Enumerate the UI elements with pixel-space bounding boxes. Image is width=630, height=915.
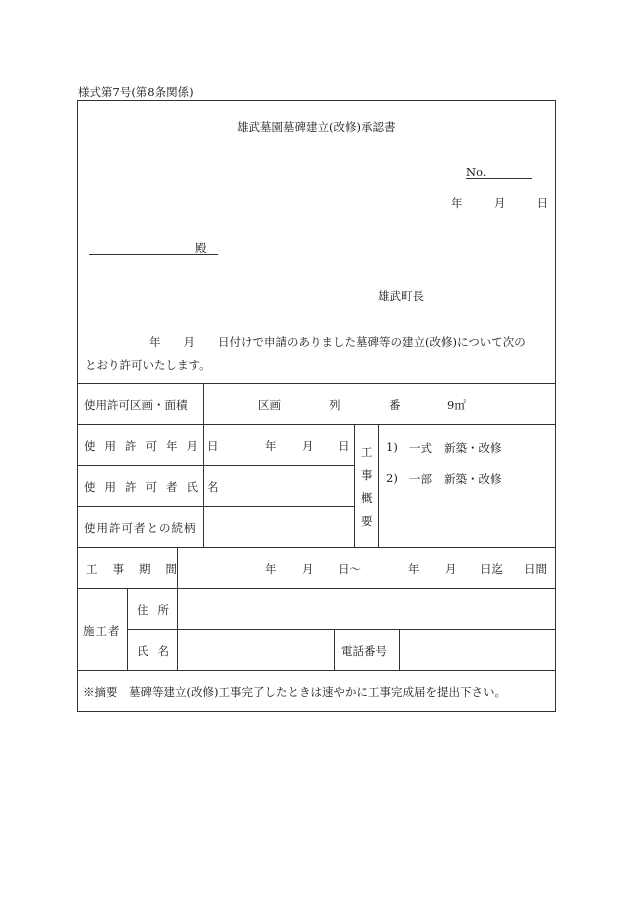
- period-label: 工事期間: [86, 562, 192, 576]
- address-label: 住所: [137, 603, 178, 617]
- issuer-name: 雄武町長: [378, 289, 424, 303]
- permit-holder-label: 使用許可者氏名: [84, 480, 228, 494]
- form-number-label: 様式第7号(第8条関係): [78, 85, 194, 99]
- addressee-field: [89, 240, 218, 255]
- contractor-label: 施工者: [83, 624, 121, 638]
- number-label: No.: [466, 165, 487, 179]
- addressee-honorific: 殿: [195, 241, 207, 255]
- section-area-label: 使用許可区画・面積: [84, 398, 188, 412]
- relation-label: 使用許可者との続柄: [84, 521, 197, 535]
- body-text-line1: 年 月 日付けで申請のありました墓碑等の建立(改修)について次の: [149, 335, 526, 349]
- document-title: 雄武墓園墓碑建立(改修)承認書: [237, 120, 396, 134]
- phone-label: 電話番号: [341, 644, 387, 658]
- permit-date-label: 使用許可年月日: [84, 439, 228, 453]
- name-label: 氏名: [137, 644, 178, 658]
- summary-note: ※摘要 墓碑等建立(改修)工事完了したときは速やかに工事完成届を提出下さい。: [83, 685, 506, 699]
- issue-date: 年 月 日: [451, 196, 549, 210]
- body-text-line2: とおり許可いたします。: [85, 358, 211, 372]
- document-number-field: [466, 165, 532, 179]
